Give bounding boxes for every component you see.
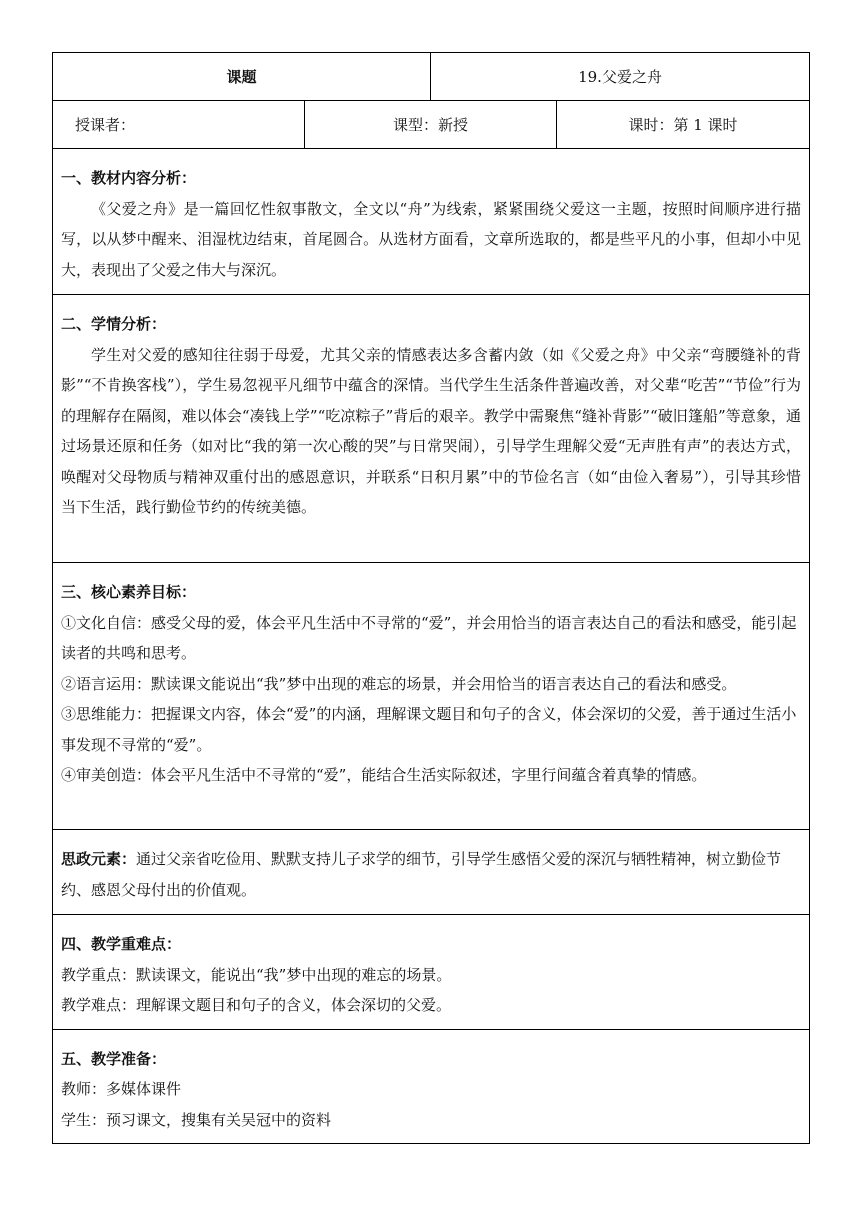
preparation-item: 学生：预习课文，搜集有关吴冠中的资料 bbox=[61, 1110, 332, 1129]
section-body: 《父爱之舟》是一篇回忆性叙事散文，全文以“舟”为线索，紧紧围绕父爱这一主题，按照时间顺序进行描写，以从梦中醒来、泪湿枕边结束，首尾圆合。从选材方面看，文章所选取的，都是些平凡的小事，但却小中见大，表现出了父爱之伟大与深沉。 bbox=[61, 199, 802, 279]
lesson-plan-page bbox=[52, 52, 809, 1144]
key-point-item: 教学难点：理解课文题目和句子的含义，体会深切的父爱。 bbox=[61, 996, 452, 1014]
lesson-type: 课型：新授 bbox=[305, 101, 557, 149]
topic-label: 课题 bbox=[53, 53, 431, 101]
ideology-body: 通过父亲省吃俭用、默默支持儿子求学的细节，引导学生感悟父爱的深沉与牺牲精神，树立勤俭节约、感恩父母付出的价值观。 bbox=[61, 850, 782, 899]
preparation-item: 教师：多媒体课件 bbox=[61, 1080, 182, 1098]
section-body: 学生对父爱的感知往往弱于母爱，尤其父亲的情感表达多含蓄内敛（如《父爱之舟》中父亲“弯腰缝补的背影”“不肯换客栈”），学生易忽视平凡细节中蕴含的深情。当代学生生活条件普遍改善，对父辈“吃苦”“节俭”行为的理解存在隔阂，难以体会“凑钱上学”“吃凉粽子”背后的艰辛。教学中需聚焦“缝补背影”“破旧篷船”等意象，通过场景还原和任务（如对比“我的第一次心酸的哭”与日常哭闹），引导学生理解父爱“无声胜有声”的表达方式，唤醒对父母物质与精神双重付出的感恩意识，并联系“日积月累”中的节俭名言（如“由俭入奢易”），引导其珍惜当下生活，践行勤俭节约的传统美德。 bbox=[61, 345, 802, 516]
section-textbook-analysis bbox=[53, 149, 810, 295]
section-title: 五、教学准备： bbox=[61, 1049, 167, 1068]
section-student-analysis bbox=[53, 295, 810, 563]
section-title: 四、教学重难点： bbox=[61, 935, 182, 953]
ideology-label: 思政元素： bbox=[61, 850, 137, 868]
goal-item: ①文化自信：感受父母的爱，体会平凡生活中不寻常的“爱”，并会用恰当的语言表达自己的看法和感受，能引起读者的共鸣和思考。 bbox=[61, 613, 797, 662]
section-core-goals bbox=[53, 563, 810, 830]
section-ideology bbox=[53, 830, 810, 915]
goal-item: ④审美创造：体会平凡生活中不寻常的“爱”，能结合生活实际叙述，字里行间蕴含着真挚的情感。 bbox=[61, 766, 707, 784]
section-key-points bbox=[53, 915, 810, 1030]
meta-row bbox=[53, 101, 810, 149]
goal-item: ③思维能力：把握课文内容，体会“爱”的内涵，理解课文题目和句子的含义，体会深切的父爱，善于通过生活小事发现不寻常的“爱”。 bbox=[61, 705, 797, 754]
ideology-paragraph bbox=[61, 844, 801, 905]
lesson-hours: 课时：第 1 课时 bbox=[557, 101, 810, 149]
section-title: 三、核心素养目标： bbox=[61, 583, 197, 601]
key-point-item: 教学重点：默读课文，能说出“我”梦中出现的难忘的场景。 bbox=[61, 965, 452, 984]
goal-item: ②语言运用：默读课文能说出“我”梦中出现的难忘的场景，并会用恰当的语言表达自己的看法和感受。 bbox=[61, 674, 737, 693]
section-title: 一、教材内容分析： bbox=[61, 169, 197, 187]
topic-value: 19.父爱之舟 bbox=[431, 53, 810, 101]
lesson-plan-table bbox=[52, 52, 810, 1144]
section-title: 二、学情分析： bbox=[61, 315, 167, 333]
topic-row bbox=[53, 53, 810, 101]
section-preparation bbox=[53, 1029, 810, 1144]
teacher-label: 授课者： bbox=[53, 101, 305, 149]
